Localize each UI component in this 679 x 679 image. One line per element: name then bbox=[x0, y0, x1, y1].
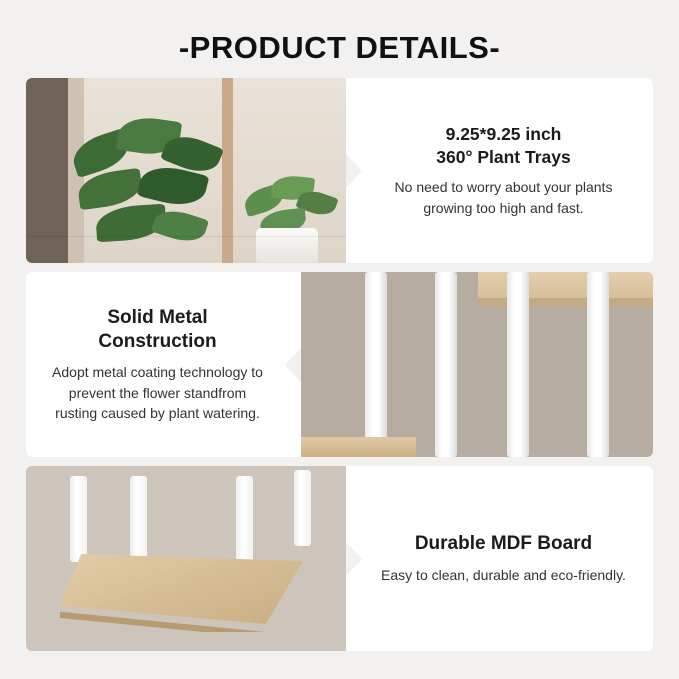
plant-trays-image bbox=[26, 78, 346, 263]
section-metal-construction bbox=[26, 272, 653, 457]
mdf-board-body: Easy to clean, durable and eco-friendly. bbox=[381, 566, 626, 583]
wood-board-top-edge bbox=[478, 298, 653, 307]
metal-construction-text-panel bbox=[26, 272, 301, 457]
metal-leg bbox=[130, 476, 147, 562]
metal-leg bbox=[507, 272, 529, 457]
metal-leg bbox=[365, 272, 387, 457]
metal-leg bbox=[587, 272, 609, 457]
panel-notch-icon bbox=[346, 542, 362, 576]
mdf-board-heading: Durable MDF Board bbox=[414, 532, 593, 554]
metal-leg bbox=[70, 476, 87, 562]
plant-trays-heading bbox=[436, 123, 570, 169]
metal-leg bbox=[236, 476, 253, 562]
page-title: -PRODUCT DETAILS- bbox=[178, 30, 501, 65]
shelf-white-pot bbox=[256, 228, 318, 263]
plant-trays-heading-line1: 9.25*9.25 inch bbox=[445, 123, 562, 144]
metal-legs-scene bbox=[301, 272, 653, 457]
wood-board-bottom bbox=[301, 437, 416, 457]
mdf-board-scene bbox=[26, 466, 346, 651]
metal-construction-heading: Solid Metal Construction bbox=[98, 306, 217, 352]
panel-notch-icon bbox=[285, 348, 301, 382]
floor-line bbox=[26, 236, 346, 237]
monstera-plant bbox=[68, 120, 218, 263]
section-plant-trays bbox=[26, 78, 653, 263]
footer-spacer bbox=[26, 660, 653, 666]
panel-notch-icon bbox=[346, 154, 362, 188]
section-mdf-board bbox=[26, 466, 653, 651]
mdf-board-surface bbox=[60, 554, 324, 624]
plant-scene bbox=[26, 78, 346, 263]
plant-trays-body: No need to worry about your plants growing too high and fast. bbox=[394, 179, 613, 216]
metal-construction-body: Adopt metal coating technology to prevent the flower standfrom rusting caused by plant watering. bbox=[52, 364, 263, 421]
plant-trays-text-panel bbox=[346, 78, 653, 263]
mdf-board-image bbox=[26, 466, 346, 651]
metal-leg bbox=[294, 470, 311, 546]
wood-board-top bbox=[478, 272, 653, 298]
mdf-board-text-panel bbox=[346, 466, 653, 651]
metal-construction-image bbox=[301, 272, 653, 457]
plant-trays-heading-line2: 360° Plant Trays bbox=[436, 146, 571, 167]
metal-leg bbox=[435, 272, 457, 457]
